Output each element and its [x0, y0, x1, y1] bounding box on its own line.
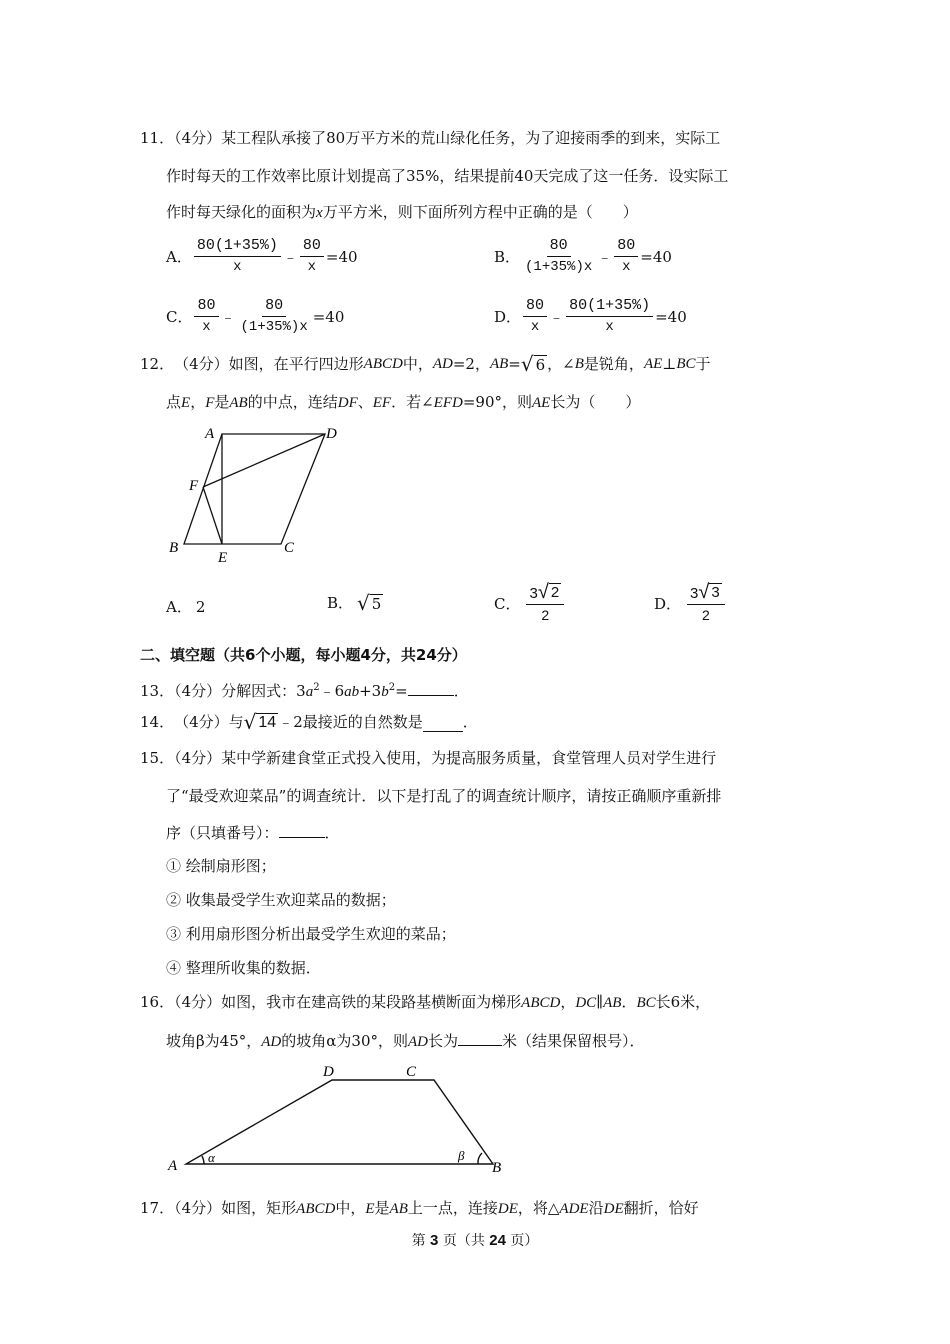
- q11-a-frac1-den: x: [233, 259, 242, 275]
- q12-option-d[interactable]: [654, 582, 727, 625]
- q16-ad: AD: [261, 1034, 282, 1050]
- q12-label-d: D: [326, 426, 337, 442]
- q11-text-2: 作时每天的工作效率比原计划提高了35%，结果提前40天完成了这一任务．设实际工: [166, 167, 729, 185]
- q14-t3: ．: [462, 713, 478, 731]
- q12-ad: AD: [432, 356, 453, 372]
- q12-ae2: AE: [531, 395, 551, 411]
- q12-line2: [166, 392, 640, 413]
- q12-sqrt6-radicand: 6: [535, 356, 546, 374]
- q16-bc: BC: [636, 995, 656, 1011]
- q14-t2: ﹣2最接近的自然数是: [278, 713, 423, 731]
- q11-b-frac2: [614, 236, 638, 277]
- q12-option-c-radicand: 2: [550, 584, 560, 601]
- q16-angle-alpha-arc: [202, 1156, 204, 1164]
- q12-option-d-frac: [687, 582, 725, 625]
- q11-c-op: ﹣: [220, 308, 236, 326]
- q16-line2: [166, 1030, 645, 1052]
- q12-parallelogram: [184, 434, 325, 544]
- q12-bc: BC: [676, 356, 696, 372]
- q17-abcd: ABCD: [296, 1201, 336, 1217]
- q11-text-1: 某工程队承接了80万平方米的荒山绿化任务，为了迎接雨季的到来，实际工: [221, 129, 721, 147]
- q12-option-c[interactable]: [494, 582, 566, 625]
- q13-t5: ．: [453, 682, 469, 700]
- q17-ade: ADE: [559, 1201, 589, 1217]
- q12-score: （4分）: [174, 355, 229, 373]
- q15-item-2: ② 收集最受学生欢迎菜品的数据；: [166, 891, 396, 909]
- q16-score: （4分）: [174, 993, 222, 1011]
- q12-t5: ，∠: [547, 355, 575, 373]
- q11-line1: [140, 128, 720, 148]
- q12-option-a-label: A．: [166, 598, 192, 616]
- q12-option-d-num: [687, 582, 725, 605]
- q14-number: 14．: [140, 713, 175, 731]
- q11-d-rhs: =40: [655, 307, 687, 326]
- q12-option-d-den: 2: [701, 607, 710, 623]
- q14-t1: 与: [228, 713, 244, 731]
- q12-t1: 如图，在平行四边形: [228, 355, 364, 373]
- footer-t2: 页（共: [438, 1233, 490, 1249]
- q16-t4: 长6米，: [655, 993, 711, 1011]
- q13-a: a: [305, 684, 314, 700]
- q11-option-b-label: B．: [494, 248, 521, 266]
- q16-l2d: 米（结果保留根号）．: [502, 1032, 645, 1050]
- q11-b-op: ﹣: [597, 248, 613, 266]
- q13-ab: ab: [344, 684, 360, 700]
- q16-ab: AB: [603, 995, 622, 1011]
- q11-line2: [166, 166, 728, 186]
- q11-d-frac1-den: x: [530, 319, 540, 335]
- q11-c-frac1-num: 80: [194, 296, 218, 317]
- footer-total-pages: 24: [489, 1232, 506, 1249]
- q15-text-2: 了“最受欢迎菜品”的调查统计．以下是打乱了的调查统计顺序，请按正确顺序重新排: [166, 787, 722, 805]
- q12-l2f: ．若∠: [391, 393, 434, 411]
- q12-e: E: [181, 395, 191, 411]
- q17-score: （4分）: [174, 1199, 222, 1217]
- q17-line1: [140, 1198, 699, 1219]
- q16-l2b: 的坡角α为30°，则: [281, 1032, 408, 1050]
- q12-option-b-radicand: 5: [371, 594, 382, 613]
- q17-de: DE: [497, 1201, 518, 1217]
- q11-var-x: x: [316, 205, 323, 221]
- q11-b-rhs: =40: [640, 247, 672, 266]
- q12-option-c-den: 2: [541, 607, 550, 623]
- q12-t6: 是锐角，: [583, 355, 644, 373]
- q17-de2: DE: [603, 1201, 624, 1217]
- q16-label-beta: β: [458, 1148, 465, 1163]
- q15-line1: [140, 748, 716, 768]
- q12-label-c: C: [284, 540, 295, 556]
- q12-df: DF: [337, 395, 358, 411]
- q12-label-b: B: [169, 540, 179, 556]
- q15-text-3a: 序（只填番号）：: [166, 824, 279, 842]
- q14-answer-blank[interactable]: [423, 716, 463, 732]
- q11-d-frac1: [523, 296, 547, 337]
- q11-d-frac2-num: 80(1+35%): [566, 296, 653, 317]
- q12-option-c-sqrt: [538, 582, 561, 602]
- q11-d-frac1-num: 80: [523, 296, 547, 317]
- q11-d-frac2: [566, 296, 653, 337]
- q12-t4: =: [508, 355, 521, 373]
- q13-score: （4分）: [174, 682, 222, 700]
- q15-line3: [166, 822, 340, 843]
- q13-t4: =: [395, 682, 408, 700]
- q12-option-d-coef: 3: [690, 585, 699, 602]
- q12-option-a-value: 2: [195, 597, 206, 616]
- q15-text-3b: ．: [324, 824, 340, 842]
- q12-option-c-num: [526, 582, 564, 605]
- q16-dc: DC: [575, 995, 597, 1011]
- q16-t1: 如图，我市在建高铁的某段路基横断面为梯形: [221, 993, 522, 1011]
- sqrt-icon: √: [520, 352, 534, 376]
- q17-e: E: [365, 1201, 375, 1217]
- q16-par: ∥: [596, 993, 604, 1011]
- q16-t2: ，: [560, 993, 576, 1011]
- q11-d-frac2-den: x: [605, 319, 614, 335]
- q15-line2: [166, 786, 721, 806]
- section2-heading: 二、填空题（共6个小题，每小题4分，共24分）: [140, 646, 467, 664]
- q13-line: [140, 678, 469, 702]
- q11-a-op: ﹣: [282, 248, 298, 266]
- q11-d-op: ﹣: [549, 308, 565, 326]
- q13-b: b: [381, 684, 389, 700]
- q11-b-frac1-den: (1+35%)x: [525, 259, 593, 275]
- q12-t3: =2，: [452, 355, 490, 373]
- q15-item-4: ④ 整理所收集的数据．: [166, 959, 321, 977]
- q12-ab2: AB: [229, 395, 248, 411]
- page-footer: [0, 1230, 950, 1250]
- q15-item-1: ① 绘制扇形图；: [166, 857, 276, 875]
- q12-t2: 中，: [402, 355, 433, 373]
- q12-l2e: 、: [357, 393, 373, 411]
- q12-l2d: 的中点，连结: [247, 393, 338, 411]
- q12-l2h: 长为（ ）: [550, 393, 641, 411]
- q11-a-frac2-den: x: [307, 259, 317, 275]
- q11-option-a-label: A．: [166, 248, 192, 266]
- q13-sup1: 2: [313, 682, 320, 693]
- q12-abcd: ABCD: [363, 356, 403, 372]
- q12-t7: 于: [695, 355, 711, 373]
- q17-t2: 中，: [335, 1199, 366, 1217]
- footer-t3: 页）: [505, 1233, 539, 1249]
- q13-sup2: 2: [388, 682, 396, 693]
- q16-label-a: A: [168, 1158, 178, 1174]
- q12-option-d-radicand: 3: [711, 584, 720, 601]
- q16-l2c: 长为: [427, 1032, 458, 1050]
- q14-score: （4分）: [174, 713, 229, 731]
- q17-t1: 如图，矩形: [221, 1199, 297, 1217]
- q12-option-b[interactable]: [327, 592, 383, 613]
- q11-option-c-label: C．: [166, 308, 193, 326]
- q16-line1: [140, 992, 710, 1013]
- q17-t7: 翻折，恰好: [623, 1199, 699, 1217]
- q12-line1: [140, 354, 711, 374]
- q13-t3: +3: [359, 682, 382, 700]
- q12-option-c-frac: [526, 582, 564, 625]
- q11-c-rhs: =40: [312, 307, 345, 326]
- q12-line-fe: [203, 487, 222, 544]
- q11-option-a[interactable]: [166, 236, 358, 277]
- q12-parallelogram-figure: [160, 420, 360, 570]
- q11-c-frac1: [194, 296, 218, 337]
- q11-b-frac1-num: 80: [547, 236, 571, 257]
- q17-t4: 上一点，连接: [407, 1199, 498, 1217]
- q11-b-frac2-den: x: [622, 259, 631, 275]
- q15-text-1: 某中学新建食堂正式投入使用，为提高服务质量，食堂管理人员对学生进行: [221, 749, 717, 767]
- q17-ab: AB: [389, 1201, 408, 1217]
- q11-number: 11．: [140, 129, 175, 147]
- q16-label-b: B: [492, 1160, 502, 1176]
- q14-sqrt14: [244, 712, 279, 732]
- q11-option-c[interactable]: [166, 296, 344, 337]
- q11-b-frac1: [522, 236, 595, 277]
- q12-option-c-label: C．: [494, 595, 521, 613]
- sqrt-icon: √: [537, 581, 549, 603]
- q12-l2a: 点: [166, 393, 182, 411]
- q12-l2g: =90°，则: [462, 393, 532, 411]
- q17-t3: 是: [374, 1199, 390, 1217]
- q11-c-frac1-den: x: [202, 319, 211, 335]
- q11-a-frac2: [300, 236, 324, 277]
- q16-label-c: C: [406, 1064, 417, 1080]
- q12-option-d-sqrt: [698, 582, 721, 602]
- q11-score: （4分）: [174, 129, 222, 147]
- q12-label-e: E: [218, 550, 228, 566]
- q16-t3: ．: [621, 993, 637, 1011]
- q12-perp: ⊥: [662, 355, 677, 373]
- q11-c-frac2: [238, 296, 311, 337]
- sqrt-icon: √: [698, 581, 710, 603]
- q11-line3: [166, 202, 638, 223]
- q16-trapezoid: [186, 1080, 493, 1164]
- q12-label-a: A: [205, 426, 215, 442]
- q11-a-frac1: [194, 236, 281, 277]
- q11-a-frac2-num: 80: [300, 236, 324, 257]
- q12-option-b-label: B．: [327, 594, 354, 612]
- q11-a-rhs: =40: [325, 247, 358, 266]
- q12-ab: AB: [489, 356, 509, 372]
- q17-t5: ，将△: [517, 1199, 560, 1217]
- q12-label-f: F: [189, 478, 199, 494]
- q11-text-3a: 作时每天绿化的面积为: [166, 203, 317, 221]
- q12-sqrt6: [521, 354, 547, 374]
- q12-option-b-sqrt: [357, 590, 383, 615]
- q12-option-c-coef: 3: [529, 585, 538, 602]
- q16-label-d: D: [323, 1064, 334, 1080]
- q16-trapezoid-figure: [160, 1058, 520, 1178]
- q13-number: 13．: [140, 682, 175, 700]
- q12-b: B: [574, 356, 584, 372]
- q11-c-frac2-num: 80: [262, 296, 286, 317]
- q11-option-b[interactable]: [494, 236, 672, 277]
- q12-option-a[interactable]: [166, 596, 205, 617]
- q13-t2: ﹣6: [319, 682, 345, 700]
- q14-radicand: 14: [258, 714, 277, 731]
- q12-number: 12．: [140, 355, 175, 373]
- q11-b-frac2-num: 80: [614, 236, 638, 257]
- q12-ef: EF: [372, 395, 392, 411]
- q13-answer-blank[interactable]: [408, 680, 454, 696]
- q12-l2b: ，: [190, 393, 206, 411]
- q11-a-frac1-num: 80(1+35%): [194, 236, 281, 257]
- q13-t1: 分解因式：3: [221, 682, 306, 700]
- q16-number: 16．: [140, 993, 175, 1011]
- q12-option-d-label: D．: [654, 595, 682, 613]
- q12-efd: EFD: [433, 395, 463, 411]
- q16-abcd: ABCD: [521, 995, 561, 1011]
- q16-answer-blank[interactable]: [458, 1030, 502, 1046]
- q16-ad2: AD: [407, 1034, 428, 1050]
- q12-f: F: [205, 395, 215, 411]
- q11-option-d[interactable]: [494, 296, 687, 337]
- q17-number: 17．: [140, 1199, 175, 1217]
- q11-option-d-label: D．: [494, 308, 522, 326]
- q16-l2a: 坡角β为45°，: [166, 1032, 262, 1050]
- footer-page-number: 3: [430, 1232, 439, 1249]
- q16-angle-beta-arc: [478, 1153, 482, 1164]
- q16-label-alpha: α: [208, 1150, 215, 1165]
- q11-text-3b: 万平方米，则下面所列方程中正确的是（ ）: [322, 203, 638, 221]
- q14-line: [140, 712, 478, 732]
- q15-score: （4分）: [174, 749, 222, 767]
- sqrt-icon: √: [357, 590, 370, 615]
- q12-ae: AE: [643, 356, 663, 372]
- q15-answer-blank[interactable]: [279, 822, 325, 838]
- footer-t1: 第: [411, 1233, 431, 1249]
- q11-c-frac2-den: (1+35%)x: [240, 319, 308, 335]
- sqrt-icon: √: [243, 710, 257, 734]
- q15-number: 15．: [140, 749, 175, 767]
- q17-t6: 沿: [588, 1199, 604, 1217]
- q12-l2c: 是: [214, 393, 230, 411]
- q15-item-3: ③ 利用扇形图分析出最受学生欢迎的菜品；: [166, 925, 456, 943]
